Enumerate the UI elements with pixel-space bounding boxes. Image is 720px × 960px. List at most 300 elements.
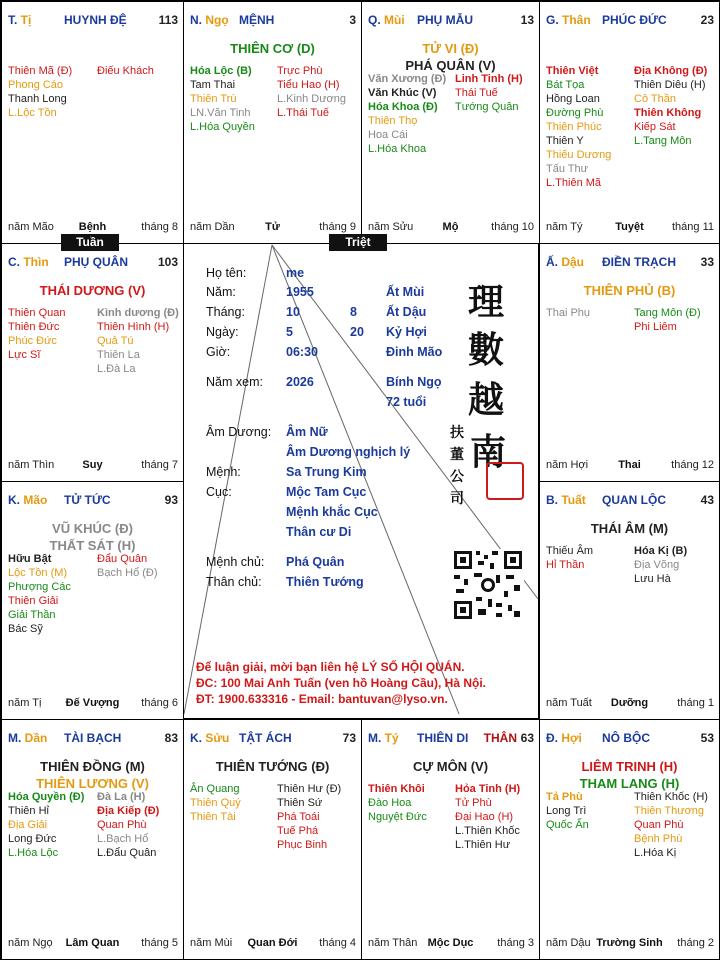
star-item: Hóa Kị (B) [634,545,688,557]
palace-month: tháng 9 [319,221,356,233]
palace-dan[interactable] [1,719,184,960]
star-item: Tuế Phá [277,825,319,837]
palace-header [184,13,361,31]
star-item: Đại Hao (H) [455,811,514,823]
logo-char-3: 越 [468,379,505,421]
minor-stars-right [455,72,523,114]
palace-footer [2,937,183,951]
star-item: Thiên Việt [546,65,599,77]
star-item: Hỏa Tinh (H) [455,783,521,795]
palace-tuat[interactable] [539,481,720,720]
star-item: Thiên Quan [8,307,66,319]
palace-header [540,493,719,511]
palace-hoi[interactable] [539,719,720,960]
star-item: Thiên Mã (Đ) [8,65,73,77]
palace-stage: Mộc Dục [427,937,474,949]
palace-year: năm Sửu [368,221,414,233]
star-item: Thiên Không [634,107,702,119]
minor-stars-left [190,64,255,134]
am-duong-value: Âm Nữ [286,425,328,439]
star-item: Tử Phù [455,797,492,809]
star-item: Địa Kiếp (Đ) [97,805,160,817]
ho-ten-label: Họ tên: [206,266,247,280]
palace-year: năm Tuất [546,697,592,709]
palace-footer [362,221,539,235]
palace-number: 83 [164,731,178,745]
star-item: Đà La (H) [97,791,146,803]
ngay-am: 20 [350,325,364,339]
minor-stars-left [368,782,427,824]
minor-stars-right [97,306,179,376]
palace-stage: Suy [82,459,103,471]
palace-footer [540,937,719,951]
palace-branch-name: Mùi [384,13,405,27]
cuc-relation: Mệnh khắc Cục [286,505,378,519]
palace-branch-name: Mão [23,493,48,507]
star-item: L.Thái Tuế [277,107,329,119]
palace-stem: Ấ. [546,255,562,269]
palace-branch [368,13,405,27]
star-item: Giải Thần [8,609,56,621]
palace-stem: K. [190,731,206,745]
palace-number: 43 [700,493,714,507]
main-star: THIÊN PHỦ (B) [583,283,676,298]
palace-branch-name: Ngọ [205,13,229,27]
palace-branch [546,13,591,27]
minor-stars-right [97,64,154,78]
palace-stem: N. [190,13,206,27]
star-item: Tướng Quân [455,101,519,113]
star-item: Thiên Sứ [277,797,323,809]
star-item: Thiên Phúc [546,121,602,133]
palace-month: tháng 5 [141,937,178,949]
palace-branch-name: Tị [20,13,32,27]
palace-stem: Q. [368,13,385,27]
star-item: Quả Tú [97,335,134,347]
palace-name: TÀI BẠCH [64,731,122,745]
palace-footer [540,697,719,711]
palace-name: ĐIỀN TRẠCH [602,255,676,269]
main-star: PHÁ QUÂN (V) [405,58,496,73]
seal-char-2: 董 [450,447,464,463]
palace-number: 3 [349,13,356,27]
palace-branch [8,493,47,507]
star-item: Ân Quang [190,783,240,795]
palace-stem: B. [546,493,562,507]
star-item: Kình dương (Đ) [97,307,179,319]
palace-year: năm Mão [8,221,54,233]
ngay-value: 5 [286,325,293,339]
ngay-label: Ngày: [206,325,239,339]
triet-marker: Triệt [329,234,387,251]
palace-footer [540,221,719,235]
star-item: Lực Sĩ [8,349,41,361]
star-item: Thiên Thương [634,805,705,817]
main-stars [362,758,539,775]
gio-can-chi: Đinh Mão [386,345,443,359]
star-item: Thiên Y [546,135,584,147]
minor-stars-left [8,64,72,120]
minor-stars-left [546,306,590,320]
star-item: L.Đà La [97,363,136,375]
main-star: THAM LANG (H) [579,776,680,791]
palace-branch [8,13,31,27]
star-item: Đào Hoa [368,797,412,809]
star-item: Long Đức [8,833,57,845]
palace-footer [2,697,183,711]
star-item: Thiếu Dương [546,149,612,161]
star-item: Văn Khúc (V) [368,87,437,99]
star-item: Thiên Đức [8,321,60,333]
palace-year: năm Dậu [546,937,591,949]
main-star: VŨ KHÚC (Đ) [52,521,133,536]
star-item: Đường Phù [546,107,604,119]
star-item: Phi Liêm [634,321,677,333]
minor-stars-left [546,790,589,832]
palace-stem: K. [8,493,24,507]
star-item: Hoa Cái [368,129,408,141]
seal-char-3: 公 [450,469,464,485]
palace-header [540,731,719,749]
star-item: Phượng Các [8,581,71,593]
palace-number: 63 [520,731,534,745]
star-item: Phúc Đức [8,335,57,347]
star-item: Cô Thần [634,93,676,105]
star-item: L.Hóa Lộc [8,847,59,859]
star-item: L.Đẩu Quân [97,847,157,859]
palace-number: 33 [700,255,714,269]
star-item: Tấu Thư [546,163,589,175]
palace-footer [184,221,361,235]
star-item: Địa Giải [8,819,48,831]
palace-number: 53 [700,731,714,745]
palace-stage: Thai [618,459,641,471]
main-stars [184,40,361,57]
palace-branch [368,731,399,745]
palace-stem: T. [8,13,21,27]
star-item: Lưu Hà [634,573,671,585]
main-stars [362,40,539,74]
ngay-can-chi: Kỷ Hợi [386,325,427,339]
minor-stars-left [368,72,446,156]
star-item: Hóa Khoa (Đ) [368,101,438,113]
center-info-panel [183,243,539,719]
palace-year: năm Hợi [546,459,589,471]
palace-branch-name: Tý [384,731,399,745]
palace-month: tháng 6 [141,697,178,709]
contact-line-1: Để luận giải, mời bạn liên hệ LÝ SỐ HỘI QUÁN. [196,660,465,674]
than-chu-label: Thân chủ: [206,575,262,589]
minor-stars-left [8,306,65,362]
star-item: L.Thiên Mã [546,177,602,189]
palace-ngo[interactable] [183,1,362,244]
main-star: THÁI ÂM (M) [590,521,669,536]
main-star: THIÊN CƠ (D) [230,41,315,56]
gio-label: Giờ: [206,345,231,359]
star-item: Hóa Quyền (Đ) [8,791,85,803]
star-item: Quan Phù [634,819,684,831]
nam-xem-value: 2026 [286,375,314,389]
palace-branch-name: Dậu [561,255,585,269]
main-star: THÁI DƯƠNG (V) [39,283,146,298]
nam-can-chi: Ất Mùi [386,285,425,299]
palace-mao[interactable] [1,481,184,720]
palace-than[interactable] [539,1,720,244]
star-item: Quốc Ấn [546,819,589,831]
palace-year: năm Thìn [8,459,55,471]
thang-am: 8 [350,305,357,319]
star-item: Thiên Khôi [368,783,425,795]
palace-name: PHÚC ĐỨC [602,13,667,27]
palace-month: tháng 12 [671,459,714,471]
tuan-marker: Tuần [61,234,119,251]
star-item: Bác Sỹ [8,623,43,635]
palace-number: 23 [700,13,714,27]
minor-stars-right [97,552,158,580]
star-item: L.Thiên Hư [455,839,511,851]
nam-label: Năm: [206,285,236,299]
star-item: Thiên Hư (Đ) [277,783,342,795]
palace-number: 13 [520,13,534,27]
main-stars [540,520,719,537]
palace-name: THIÊN DI [417,731,469,745]
star-item: L.Hóa Kị [634,847,677,859]
star-item: Thiên Giải [8,595,59,607]
palace-branch [546,731,582,745]
tuoi-value: 72 tuổi [386,395,427,409]
main-star: THIÊN LƯƠNG (V) [36,776,149,791]
palace-branch-name: Hợi [561,731,582,745]
than-chu-value: Thiên Tướng [286,575,364,589]
palace-footer [184,937,361,951]
cuc-label: Cục: [206,485,232,499]
star-item: Lộc Tồn (M) [8,567,68,579]
palace-stage: Đế Vượng [65,697,120,709]
star-item: Thiên Trù [190,93,237,105]
palace-footer [2,221,183,235]
seal-char-1: 扶 [450,425,464,441]
palace-ty[interactable] [361,719,540,960]
minor-stars-right [634,790,708,860]
palace-stem: C. [8,255,24,269]
palace-header [2,255,183,273]
minor-stars-right [634,64,707,148]
star-item: L.Bạch Hổ [97,833,149,845]
palace-month: tháng 3 [497,937,534,949]
main-stars [2,282,183,299]
palace-stem: M. [368,731,385,745]
palace-header [362,731,539,749]
contact-phone-email[interactable]: ĐT: 1900.633316 - Email: bantuvan@lyso.vn. [196,692,448,706]
nam-xem-label: Năm xem: [206,375,263,389]
palace-name: TỬ TỨC [64,493,111,507]
main-stars [540,758,719,792]
palace-name: NÔ BỘC [602,731,650,745]
palace-number: 93 [164,493,178,507]
nam-xem-can-chi: Bính Ngọ [386,375,442,389]
main-star: CỰ MÔN (V) [412,759,489,774]
palace-branch [8,731,47,745]
star-item: Hồng Loan [546,93,600,105]
star-item: Phá Toái [277,811,320,823]
main-star: THẤT SÁT (H) [49,538,136,553]
palace-month: tháng 7 [141,459,178,471]
main-stars [2,758,183,792]
palace-name: HUYNH ĐỆ [64,13,127,27]
star-item: Linh Tinh (H) [455,73,523,85]
star-item: LN.Văn Tinh [190,107,251,119]
palace-name: PHỤ QUÂN [64,255,129,269]
red-seal-stamp [486,462,524,500]
palace-footer [2,459,183,473]
palace-thin[interactable] [1,243,184,482]
minor-stars-right [97,790,159,860]
thang-value: 10 [286,305,300,319]
palace-dau[interactable] [539,243,720,482]
star-item: L.Hóa Quyền [190,121,255,133]
star-item: Thanh Long [8,93,67,105]
star-item: Văn Xương (Đ) [368,73,447,85]
palace-stem: M. [8,731,25,745]
logo-char-2: 數 [468,329,505,371]
star-item: Tả Phù [546,791,583,803]
star-item: Thiên Hình (H) [97,321,170,333]
palace-branch [546,255,584,269]
palace-month: tháng 1 [677,697,714,709]
palace-year: năm Mùi [190,937,233,949]
star-item: Tiểu Hao (H) [277,79,340,91]
menh-label: Mệnh: [206,465,241,479]
palace-mui[interactable] [361,1,540,244]
palace-stage: Tuyệt [615,221,644,233]
main-stars [2,520,183,554]
palace-name: PHỤ MẪU [417,13,473,27]
logo-char-1: 理 [468,281,505,323]
star-item: Bệnh Phù [634,833,683,845]
palace-month: tháng 2 [677,937,714,949]
star-item: Thái Tuế [455,87,498,99]
palace-year: năm Thân [368,937,418,949]
minor-stars-right [277,782,341,852]
ho-ten-value: me [286,266,305,280]
star-item: Phong Cáo [8,79,64,91]
minor-stars-left [8,790,84,860]
star-item: L.Hóa Khoa [368,143,427,155]
menh-chu-value: Phá Quân [286,555,345,569]
logo-char-4: 南 [470,431,507,473]
palace-month: tháng 4 [319,937,356,949]
palace-number: 73 [342,731,356,745]
thang-can-chi: Ất Dậu [386,305,427,319]
palace-footer [362,937,539,951]
palace-stage: Bệnh [78,221,107,233]
main-star: TỬ VI (Đ) [422,41,479,56]
contact-address: ĐC: 100 Mai Anh Tuấn (ven hồ Hoàng Cầu), Hà Nội. [196,676,487,690]
palace-branch-name: Thìn [23,255,49,269]
qr-code[interactable] [452,549,524,621]
minor-stars-left [546,544,593,572]
palace-branch-name: Dần [24,731,48,745]
star-item: Thiên La [97,349,140,361]
star-item: Thiên Hỉ [8,805,49,817]
main-star: LIÊM TRINH (H) [581,759,678,774]
palace-name: TẬT ÁCH [239,731,292,745]
star-item: Hóa Lộc (B) [190,65,252,77]
palace-ti[interactable] [1,1,184,244]
star-item: Địa Võng [634,559,680,571]
star-item: Tang Môn (Đ) [634,307,701,319]
star-item: Hỉ Thần [546,559,585,571]
minor-stars-right [277,64,346,120]
palace-branch-name: Sửu [205,731,230,745]
star-item: L.Tang Môn [634,135,692,147]
star-item: Đẩu Quân [97,553,148,565]
palace-year: năm Tý [546,221,583,233]
palace-month: tháng 8 [141,221,178,233]
main-stars [540,282,719,299]
palace-header [362,13,539,31]
minor-stars-left [8,552,71,636]
star-item: Bát Tọa [546,79,585,91]
star-item: Thiên Khốc (H) [634,791,708,803]
palace-header [2,731,183,749]
palace-stage: Mộ [442,221,459,233]
minor-stars-right [634,306,701,334]
palace-branch-name: Thân [562,13,591,27]
main-star: THIÊN ĐỒNG (M) [40,759,145,774]
palace-stem: Đ. [546,731,562,745]
palace-number: 113 [158,13,178,27]
menh-chu-label: Mệnh chủ: [206,555,265,569]
palace-header [184,731,361,749]
palace-branch [8,255,49,269]
minor-stars-left [190,782,241,824]
star-item: Địa Không (Đ) [634,65,708,77]
palace-suu[interactable] [183,719,362,960]
star-item: Bạch Hổ (Đ) [97,567,158,579]
star-item: Thiên Quý [190,797,241,809]
star-item: L.Kinh Dương [277,93,347,105]
star-item: Phục Binh [277,839,328,851]
palace-year: năm Tị [8,697,42,709]
star-item: Thiên Thọ [368,115,418,127]
palace-stage: Quan Đới [247,937,298,949]
star-item: L.Lộc Tồn [8,107,57,119]
star-item: Kiếp Sát [634,121,676,133]
palace-number: 103 [157,255,178,269]
palace-name: QUAN LỘC [602,493,666,507]
palace-year: năm Dần [190,221,235,233]
star-item: Hữu Bật [8,553,52,565]
thang-label: Tháng: [206,305,245,319]
star-item: L.Thiên Khốc [455,825,520,837]
minor-stars-left [546,64,611,190]
seal-char-4: 司 [450,491,464,507]
palace-stage: Lâm Quan [65,937,120,949]
palace-branch-name: Tuất [561,493,586,507]
palace-name: MỆNH [239,13,275,27]
minor-stars-right [634,544,687,586]
star-item: Thai Phụ [546,307,591,319]
star-item: Thiên Diêu (H) [634,79,706,91]
palace-stage: Tử [265,221,280,233]
palace-stage: Dưỡng [610,697,649,709]
palace-header [540,13,719,31]
palace-year: năm Ngọ [8,937,53,949]
star-item: Quan Phù [97,819,147,831]
palace-month: tháng 10 [491,221,534,233]
than-tag: THÂN [483,731,517,745]
